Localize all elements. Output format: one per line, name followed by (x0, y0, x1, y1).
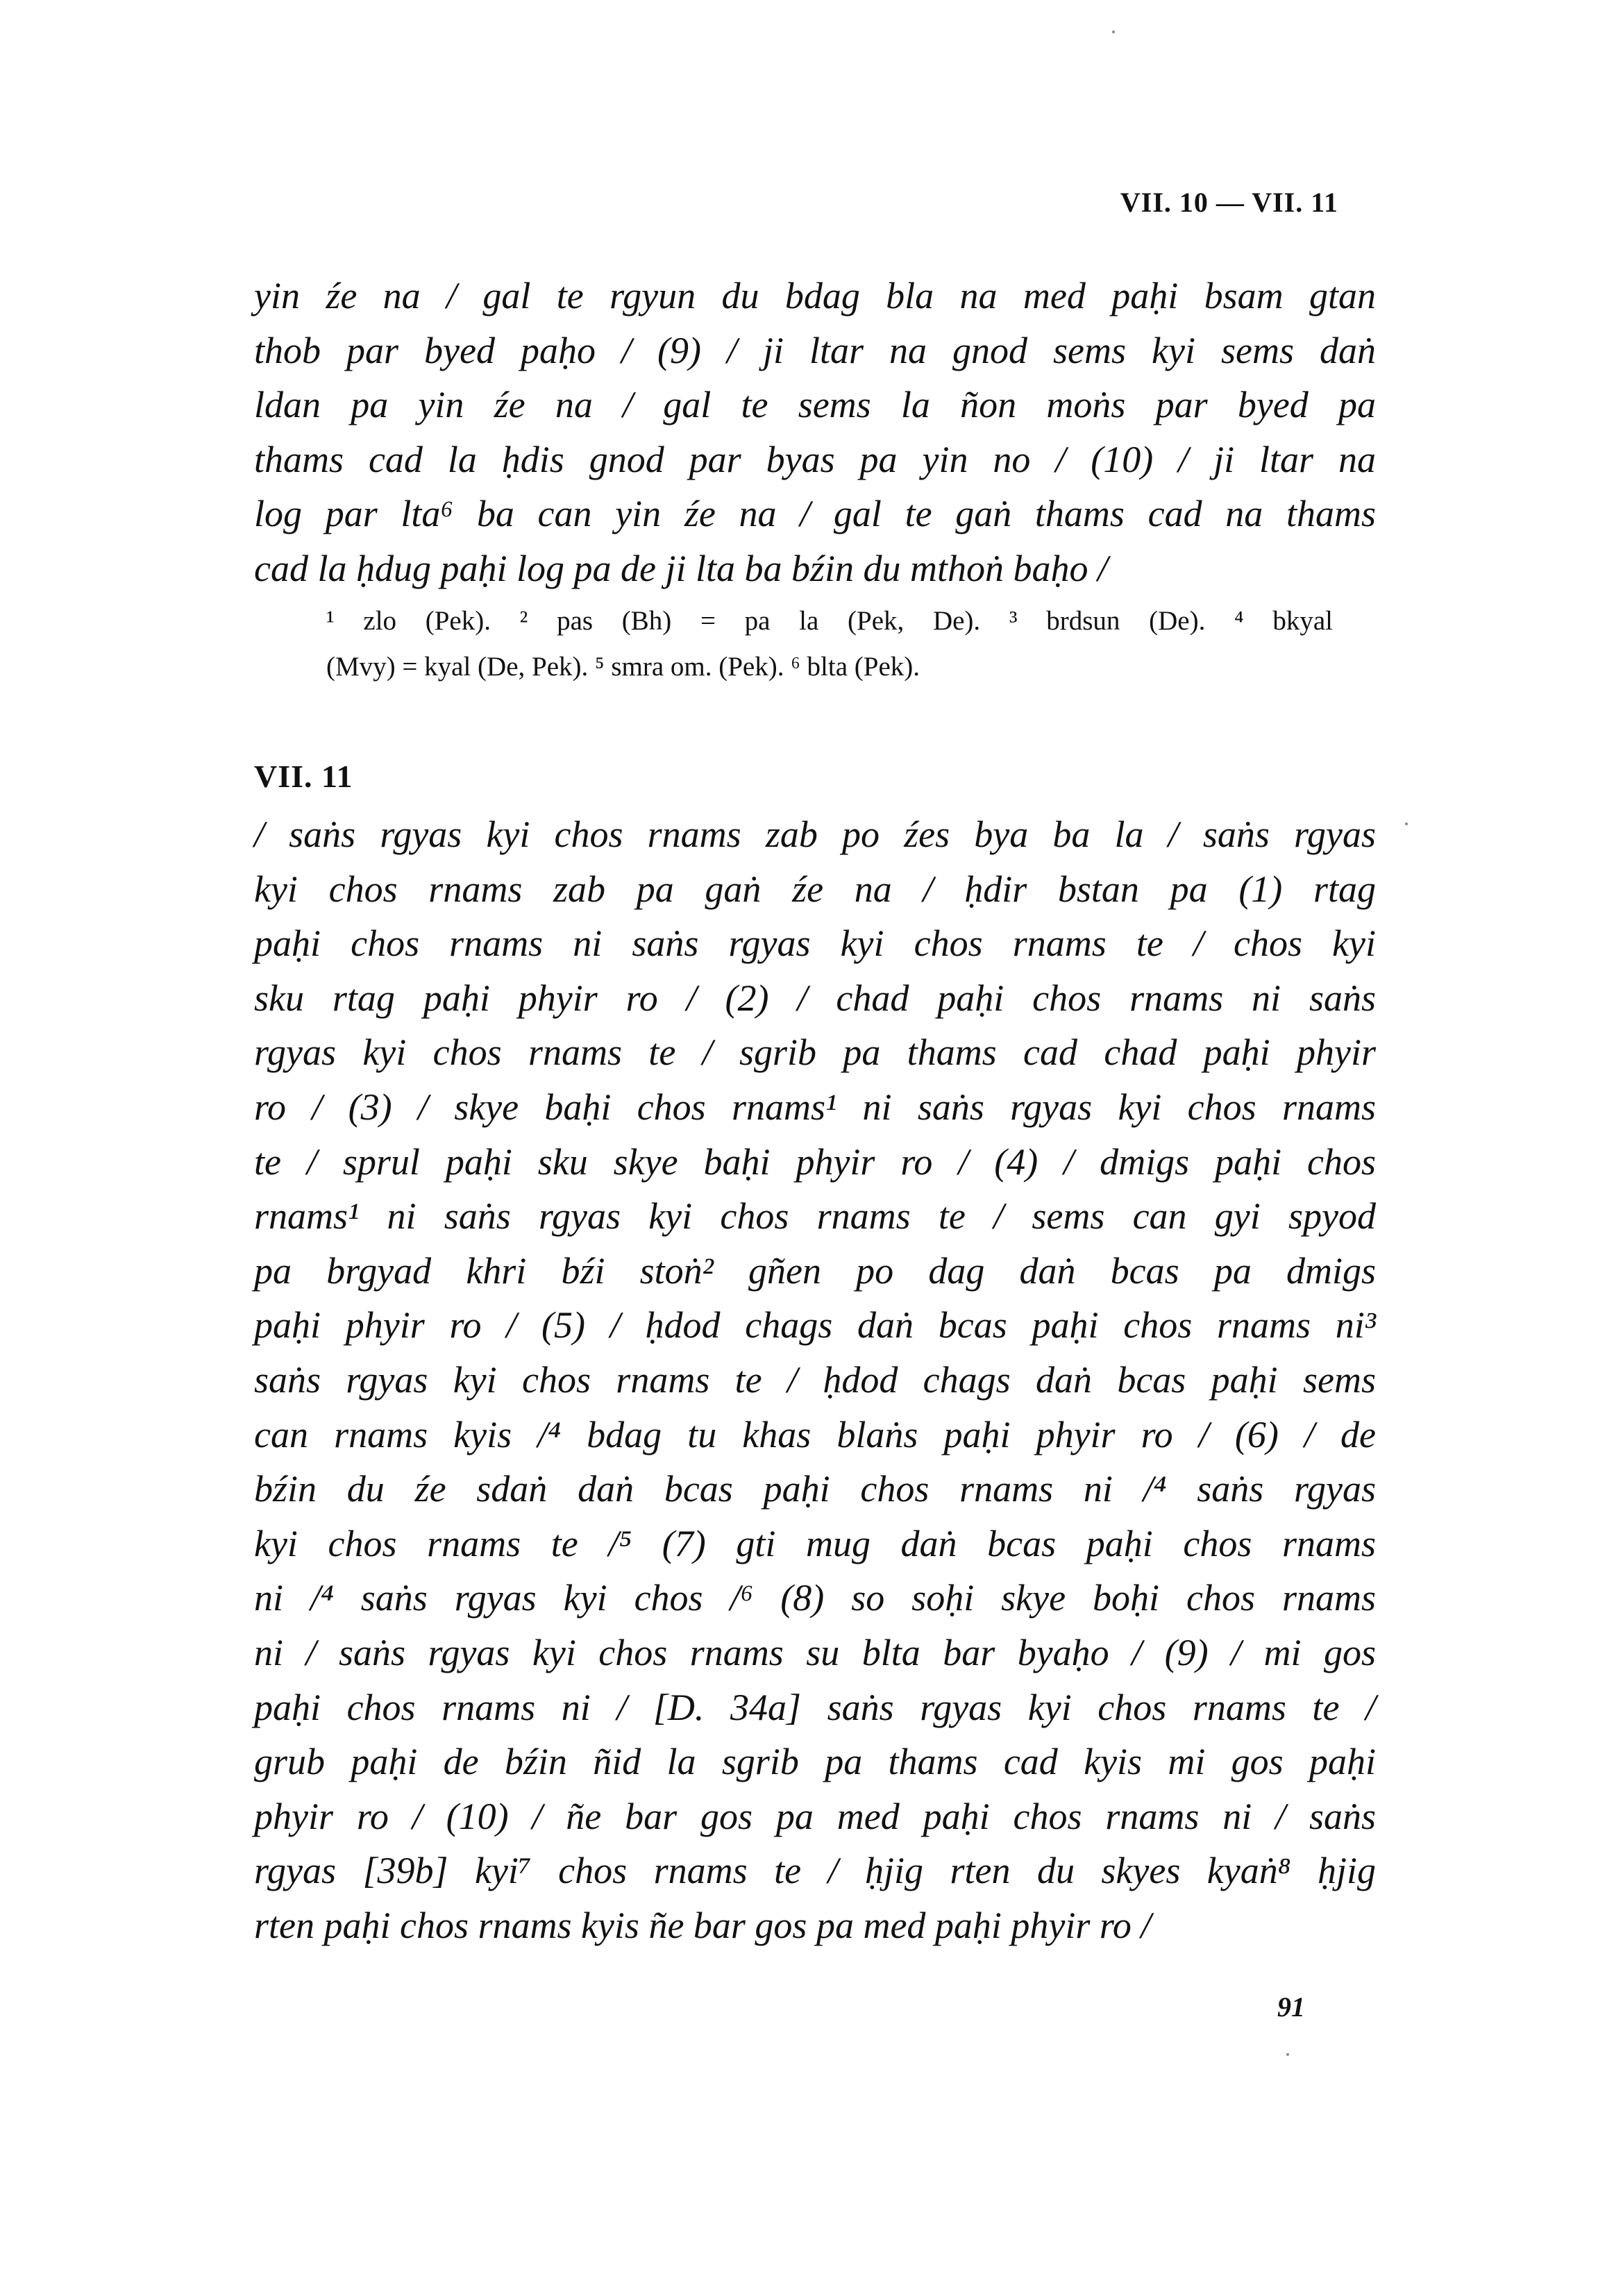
page-number: 91 (1277, 1991, 1305, 2023)
footnote-line: (Mvy) = kyal (De, Pek). ⁵ smra om. (Pek). ⁶ blta (Pek). (326, 652, 920, 682)
text-line: ldan pa yin źe na / gal te sems la ñon moṅs par byed pa (254, 384, 1376, 426)
scan-speck (1112, 31, 1115, 33)
text-line: paḥi chos rnams ni saṅs rgyas kyi chos rnams te / chos kyi (254, 922, 1376, 965)
footnote-line: ¹ zlo (Pek). ² pas (Bh) = pa la (Pek, De). ³ brdsun (De). ⁴ bkyal (326, 606, 1333, 636)
text-line: bźin du źe sdaṅ daṅ bcas paḥi chos rnams ni /⁴ saṅs rgyas (254, 1468, 1376, 1510)
text-line: saṅs rgyas kyi chos rnams te / ḥdod chags daṅ bcas paḥi sems (254, 1358, 1376, 1401)
text-line: cad la ḥdug paḥi log pa de ji lta ba bźin du mthoṅ baḥo / (254, 547, 1108, 589)
text-line: ro / (3) / skye baḥi chos rnams¹ ni saṅs rgyas kyi chos rnams (254, 1086, 1376, 1128)
text-line: ni /⁴ saṅs rgyas kyi chos /⁶ (8) so soḥi skye boḥi chos rnams (254, 1577, 1376, 1619)
footnotes (326, 598, 1333, 690)
text-line: kyi chos rnams zab pa gaṅ źe na / ḥdir bstan pa (1) rtag (254, 868, 1376, 910)
section-body (254, 807, 1376, 1952)
text-line: paḥi chos rnams ni / [D. 34a] saṅs rgyas kyi chos rnams te / (254, 1686, 1376, 1728)
text-line: kyi chos rnams te /⁵ (7) gti mug daṅ bcas paḥi chos rnams (254, 1522, 1376, 1564)
scan-speck (1405, 822, 1408, 825)
text-line: sku rtag paḥi phyir ro / (2) / chad paḥi chos rnams ni saṅs (254, 977, 1376, 1019)
scan-speck (1286, 2053, 1289, 2056)
text-line: paḥi phyir ro / (5) / ḥdod chags daṅ bcas paḥi chos rnams ni³ (254, 1304, 1376, 1347)
text-line: rnams¹ ni saṅs rgyas kyi chos rnams te / sems can gyi spyod (254, 1195, 1376, 1238)
section-heading: VII. 11 (254, 759, 353, 794)
text-line: ni / saṅs rgyas kyi chos rnams su blta bar byaḥo / (9) / mi gos (254, 1631, 1376, 1673)
text-line: rten paḥi chos rnams kyis ñe bar gos pa med paḥi phyir ro / (254, 1904, 1152, 1946)
text-line: thams cad la ḥdis gnod par byas pa yin no / (10) / ji ltar na (254, 438, 1376, 480)
text-line: rgyas [39b] kyi⁷ chos rnams te / ḥjig rten du skyes kyaṅ⁸ ḥjig (254, 1850, 1376, 1892)
text-line: thob par byed paḥo / (9) / ji ltar na gnod sems kyi sems daṅ (254, 329, 1376, 371)
text-line: pa brgyad khri bźi stoṅ² gñen po dag daṅ bcas pa dmigs (254, 1249, 1376, 1292)
running-head: VII. 10 — VII. 11 (1120, 187, 1338, 218)
text-line: te / sprul paḥi sku skye baḥi phyir ro / (4) / dmigs paḥi chos (254, 1140, 1376, 1183)
text-line: log par lta⁶ ba can yin źe na / gal te gaṅ thams cad na thams (254, 493, 1376, 535)
text-line: rgyas kyi chos rnams te / sgrib pa thams cad chad paḥi phyir (254, 1031, 1376, 1074)
text-line: grub paḥi de bźin ñid la sgrib pa thams cad kyis mi gos paḥi (254, 1741, 1376, 1783)
text-line: phyir ro / (10) / ñe bar gos pa med paḥi chos rnams ni / saṅs (254, 1795, 1376, 1837)
text-line: / saṅs rgyas kyi chos rnams zab po źes bya ba la / saṅs rgyas (254, 813, 1376, 855)
text-line: can rnams kyis /⁴ bdag tu khas blaṅs paḥi phyir ro / (6) / de (254, 1413, 1376, 1455)
text-line: yin źe na / gal te rgyun du bdag bla na med paḥi bsam gtan (254, 275, 1376, 316)
top-paragraph (254, 269, 1376, 596)
